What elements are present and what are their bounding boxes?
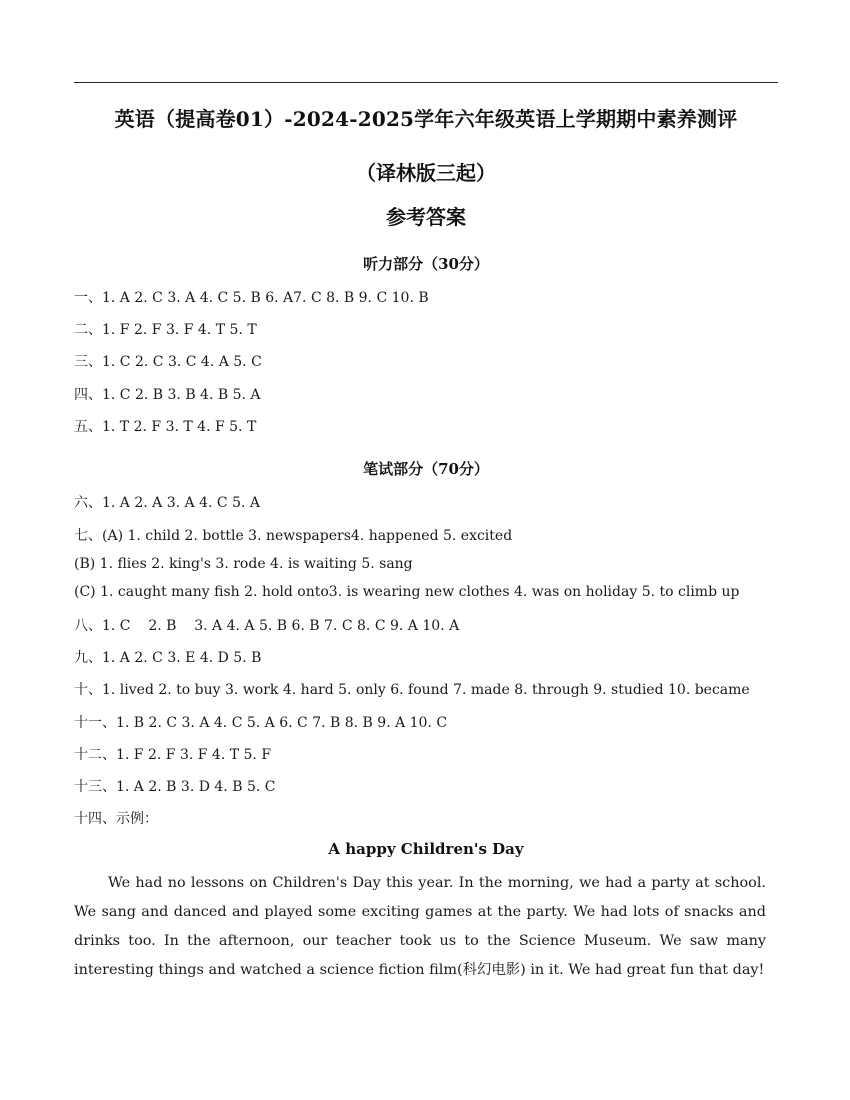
answer-line: 十二、1. F 2. F 3. F 4. T 5. F xyxy=(74,747,272,763)
answer-line: 五、1. T 2. F 3. T 4. F 5. T xyxy=(74,419,257,435)
answer-line: 七、(A) 1. child 2. bottle 3. newspapers4. happened 5. excited xyxy=(74,528,513,544)
answer-line: 八、1. C 2. B 3. A 4. A 5. B 6. B 7. C 8. C 9. A 10. A xyxy=(74,618,460,634)
answer-line: 六、1. A 2. A 3. A 4. C 5. A xyxy=(74,495,260,511)
header-rule xyxy=(74,82,778,83)
answer-line: 十三、1. A 2. B 3. D 4. B 5. C xyxy=(74,779,276,795)
answer-line: 十、1. lived 2. to buy 3. work 4. hard 5. only 6. found 7. made 8. through 9. studied 10. became xyxy=(74,682,750,698)
answer-line: 三、1. C 2. C 3. C 4. A 5. C xyxy=(74,354,262,370)
essay-title: A happy Children's Day xyxy=(328,840,524,858)
writing-section-heading: 笔试部分（70分） xyxy=(363,460,489,478)
listening-section-heading: 听力部分（30分） xyxy=(363,255,489,273)
answer-line: 十四、示例： xyxy=(74,811,158,827)
answer-line: (C) 1. caught many fish 2. hold onto3. is wearing new clothes 4. was on holiday 5. to climb up xyxy=(74,584,740,600)
document-title: 英语（提高卷01）-2024-2025学年六年级英语上学期期中素养测评 xyxy=(114,107,738,131)
answer-line: 一、1. A 2. C 3. A 4. C 5. B 6. A7. C 8. B 9. C 10. B xyxy=(74,290,429,306)
document-title-edition: （译林版三起） xyxy=(356,161,496,185)
answer-line: 四、1. C 2. B 3. B 4. B 5. A xyxy=(74,387,261,403)
answer-key-heading: 参考答案 xyxy=(386,205,466,229)
essay-body: We had no lessons on Children's Day this year. In the morning, we had a party at school. We sang and danced and played some exciting games at the party. We had lots of snacks and drinks too. In the afternoon, our teacher took us to the Science Museum. We saw many interesting things and watched a science fiction film(科幻电影) in it. We had great fun that day! xyxy=(74,875,766,978)
answer-line: 九、1. A 2. C 3. E 4. D 5. B xyxy=(74,650,262,666)
answer-line: 十一、1. B 2. C 3. A 4. C 5. A 6. C 7. B 8. B 9. A 10. C xyxy=(74,715,448,731)
answer-line: (B) 1. flies 2. king's 3. rode 4. is waiting 5. sang xyxy=(74,556,413,572)
answer-line: 二、1. F 2. F 3. F 4. T 5. T xyxy=(74,322,257,338)
